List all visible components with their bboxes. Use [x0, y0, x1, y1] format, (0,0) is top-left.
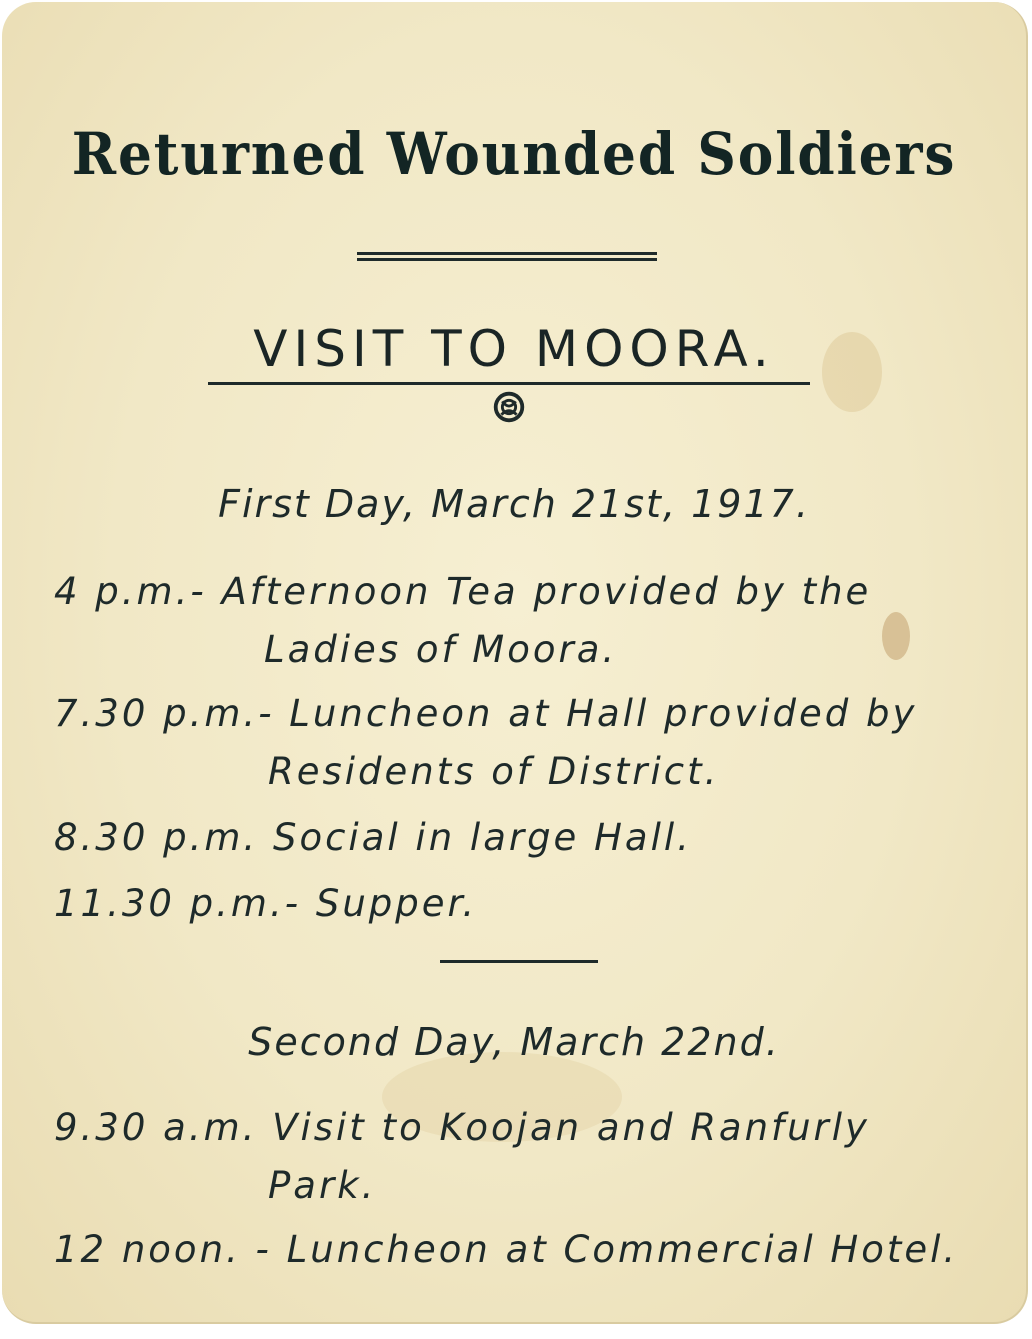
schedule-entry: 11.30 p.m.- Supper.: [54, 882, 478, 925]
schedule-entry-continued: Residents of District.: [268, 750, 720, 793]
section-divider: [440, 960, 598, 963]
card-subtitle: VISIT TO MOORA.: [253, 320, 775, 378]
double-divider: [357, 252, 657, 261]
schedule-entry-continued: Park.: [268, 1164, 377, 1207]
program-card: [2, 2, 1028, 1324]
first-day-heading: First Day, March 21st, 1917.: [218, 482, 810, 526]
paper-stain: [882, 612, 910, 660]
schedule-entry: 12 noon. - Luncheon at Commercial Hotel.: [54, 1228, 959, 1271]
schedule-entry: 4 p.m.- Afternoon Tea provided by the: [54, 570, 872, 613]
schedule-entry-continued: Ladies of Moora.: [264, 628, 618, 671]
subtitle-underline: [208, 382, 810, 385]
rose-ornament-icon: [490, 388, 528, 426]
card-title: Returned Wounded Soldiers: [71, 120, 957, 188]
schedule-entry: 7.30 p.m.- Luncheon at Hall provided by: [54, 692, 918, 735]
second-day-heading: Second Day, March 22nd.: [248, 1020, 780, 1064]
schedule-entry: 9.30 a.m. Visit to Koojan and Ranfurly: [54, 1106, 870, 1149]
schedule-entry: 8.30 p.m. Social in large Hall.: [54, 816, 692, 859]
